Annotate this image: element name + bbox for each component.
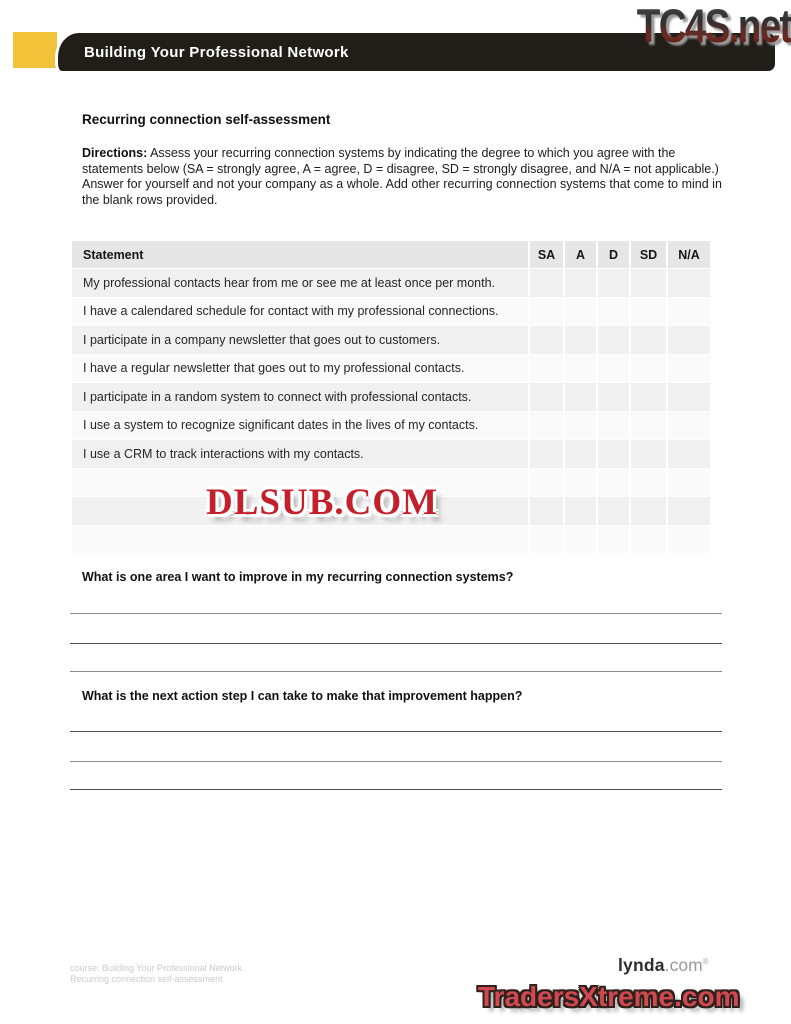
rating-cell [565,298,596,326]
rating-cell [565,326,596,354]
directions-paragraph [82,146,722,208]
rating-cell [598,383,629,411]
rating-cell [530,326,563,354]
column-header-rating: D [598,241,629,268]
rating-cell [530,355,563,383]
rating-cell [631,298,666,326]
rating-cell [565,440,596,468]
rating-cell [631,469,666,497]
rating-cell [530,497,563,525]
rating-cell [565,412,596,440]
rating-cell [565,383,596,411]
column-header-rating: SA [530,241,563,268]
table-row [72,440,710,468]
footer-course-line2: Recurring connection self-assessment [70,974,223,984]
lynda-logo-suffix: .com [664,955,703,975]
rating-cell [565,526,596,554]
rating-cell [598,469,629,497]
course-title: Building Your Professional Network [84,43,349,61]
lynda-logo [618,955,709,976]
footer-course-info [70,963,242,985]
worksheet-title: Recurring connection self-assessment [82,112,331,127]
column-header-rating: SD [631,241,666,268]
table-row [72,355,710,383]
column-header-statement: Statement [72,241,528,268]
directions-text: Assess your recurring connection systems by indicating the degree to which you agree with the statements below (SA = strongly agree, A = agree, D = disagree, SD = strongly disagree, and N/A = not applicable.) Answer for yourself and not your company as a whole. Add other recurring connection systems that come to mind in the blank rows provided. [82,146,722,207]
rating-cell [668,383,710,411]
rating-cell [598,298,629,326]
rating-cell [565,469,596,497]
rating-cell [530,383,563,411]
table-row [72,412,710,440]
rating-cell [598,440,629,468]
table-header [72,241,710,268]
rating-cell [565,355,596,383]
footer-course-line1: course: Building Your Professional Network [70,963,243,973]
rating-cell [598,269,629,297]
column-header-rating: N/A [668,241,710,268]
lynda-logo-brand: lynda [618,955,665,975]
rating-cell [565,269,596,297]
statement-cell: I participate in a company newsletter that goes out to customers. [72,326,528,354]
rating-cell [598,326,629,354]
answer-line [70,613,722,614]
rating-cell [530,269,563,297]
accent-square [13,32,57,68]
rating-cell [530,469,563,497]
table-row [72,298,710,326]
statement-cell [72,526,528,554]
rating-cell [565,497,596,525]
rating-cell [631,526,666,554]
rating-cell [598,355,629,383]
directions-label: Directions: [82,146,148,160]
rating-cell [668,355,710,383]
answer-line [70,789,722,790]
rating-cell [668,326,710,354]
rating-cell [598,412,629,440]
rating-cell [530,412,563,440]
rating-cell [631,269,666,297]
rating-cell [530,526,563,554]
table-row [72,526,710,554]
rating-cell [631,383,666,411]
statement-cell: I use a system to recognize significant dates in the lives of my contacts. [72,412,528,440]
table-row [72,326,710,354]
column-header-rating: A [565,241,596,268]
rating-cell [530,298,563,326]
rating-cell [530,440,563,468]
statement-cell: My professional contacts hear from me or see me at least once per month. [72,269,528,297]
question-improve: What is one area I want to improve in my recurring connection systems? [82,570,514,584]
rating-cell [598,497,629,525]
rating-cell [631,412,666,440]
question-next-step: What is the next action step I can take to make that improvement happen? [82,689,523,703]
answer-line [70,643,722,644]
rating-cell [668,469,710,497]
watermark-tradersxtreme: TradersXtreme.com [478,981,740,1012]
watermark-tc4s: TC4S.net [637,0,791,52]
table-row [72,269,710,297]
rating-cell [668,497,710,525]
rating-cell [598,526,629,554]
answer-line [70,671,722,672]
watermark-dlsub: DLSUB.COM [206,482,439,523]
rating-cell [631,440,666,468]
statement-cell: I have a regular newsletter that goes out to my professional contacts. [72,355,528,383]
registered-mark: ® [702,957,709,967]
statement-cell: I participate in a random system to connect with professional contacts. [72,383,528,411]
rating-cell [631,355,666,383]
rating-cell [668,526,710,554]
rating-cell [668,440,710,468]
table-row [72,383,710,411]
rating-cell [668,269,710,297]
statement-cell: I have a calendared schedule for contact with my professional connections. [72,298,528,326]
statement-cell: I use a CRM to track interactions with my contacts. [72,440,528,468]
rating-cell [631,326,666,354]
answer-line [70,761,722,762]
rating-cell [668,298,710,326]
rating-cell [668,412,710,440]
answer-line [70,731,722,732]
rating-cell [631,497,666,525]
